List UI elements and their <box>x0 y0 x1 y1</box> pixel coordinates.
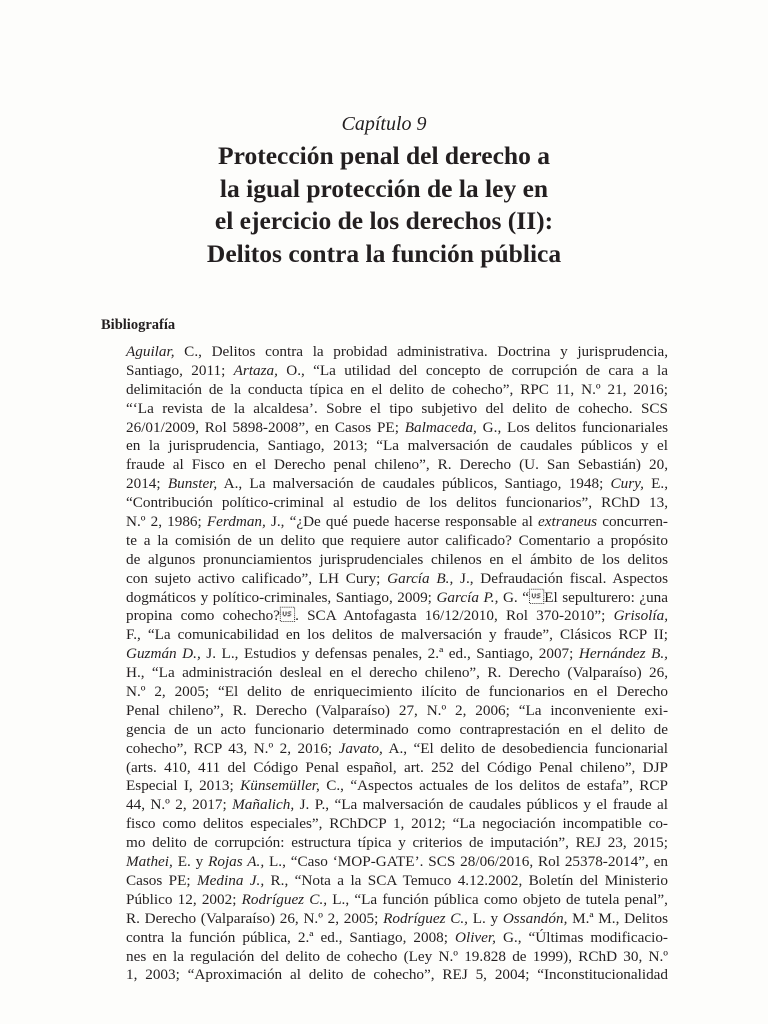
reference-text: C., “Aspectos actuales de los delitos de estafa”, RCP <box>319 777 668 795</box>
reference-text: fraude al Fisco en el Derecho penal chileno”, R. Derecho (U. San Sebastián) 20, <box>126 456 668 474</box>
author-name: Rodríguez C., <box>241 890 328 908</box>
author-name: Mathei, <box>126 853 173 871</box>
reference-text: con sujeto activo calificado”, LH Cury; <box>126 569 388 587</box>
reference-text: A., “El delito de desobediencia funcionarial <box>382 739 668 757</box>
chapter-title-line: el ejercicio de los derechos (II): <box>214 206 554 235</box>
bibliography-line <box>126 910 668 929</box>
reference-text: J. L., Estudios y defensas penales, 2.ª ed., Santiago, 2007; <box>200 645 579 663</box>
author-name: Ossandón, <box>502 909 568 927</box>
chapter-title-line: Delitos contra la función pública <box>206 238 562 268</box>
bibliography-line <box>126 532 668 551</box>
bibliography-line <box>126 551 668 570</box>
reference-text: L., “Caso ‘MOP-GATE’. SCS 28/06/2016, Rol 25378-2014”, en <box>264 853 668 871</box>
reference-text: L. y <box>467 909 503 927</box>
bibliography-line <box>126 381 668 400</box>
reference-text: J. P., “La malversación de caudales públicos y el fraude al <box>294 796 668 814</box>
author-name: Oliver, <box>455 928 496 946</box>
bibliography-line <box>126 513 668 532</box>
bibliography-line <box>126 777 668 796</box>
reference-text: J., “¿De qué puede hacerse responsable al <box>265 513 539 531</box>
author-name: Medina J., <box>197 871 265 889</box>
chapter-title <box>0 140 768 270</box>
section-heading-bibliography: Bibliografía <box>101 317 176 333</box>
bibliography-line <box>126 343 668 362</box>
reference-text: gencia de un acto funcionario determinado como contraprestación en el delito de <box>126 720 668 738</box>
bibliography-line <box>126 966 668 985</box>
author-name: extraneus <box>538 513 598 531</box>
reference-text: 44, N.º 2, 2017; <box>126 796 233 814</box>
author-name: García P., <box>436 588 499 606</box>
author-name: Rodríguez C., <box>383 909 468 927</box>
reference-text: fisco como delitos especiales”, RChDCP 1, 2012; “La negociación incompatible co- <box>126 815 668 833</box>
bibliography-line <box>126 645 668 664</box>
reference-text: (arts. 410, 411 del Código Penal español, art. 252 del Código Penal chileno”, DJP <box>126 758 668 776</box>
reference-text: R., “Nota a la SCA Temuco 4.12.2002, Boletín del Ministerio <box>264 871 668 889</box>
bibliography-line <box>126 419 668 438</box>
reference-text: de algunos pronunciamientos jurisprudenciales chilenos en el ámbito de los delitos <box>126 550 668 568</box>
reference-text: propina como cohecho? . SCA Antofagasta 16/12/2010, Rol 370-2010”; <box>126 607 614 625</box>
reference-text: H., “La administración desleal en el derecho chileno”, R. Derecho (Valparaíso) 26, <box>126 664 668 682</box>
author-name: Rojas A., <box>208 853 265 871</box>
author-name: Artaza, <box>233 361 278 379</box>
author-name: Ferdman, <box>206 513 266 531</box>
reference-text: Penal chileno”, R. Derecho (Valparaíso) 27, N.º 2, 2006; “La inconveniente exi- <box>126 701 668 719</box>
bibliography-line <box>126 589 668 608</box>
bibliography-line <box>126 891 668 910</box>
reference-text: N.º 2, 1986; <box>126 513 207 531</box>
author-name: Künsemüller, <box>240 777 320 795</box>
reference-text: L., “La función pública como objeto de tutela penal”, <box>327 890 668 908</box>
author-name: Hernández B., <box>578 645 668 663</box>
bibliography-line <box>126 759 668 778</box>
bibliography-line <box>126 834 668 853</box>
reference-text: Público 12, 2002; <box>126 890 242 908</box>
reference-text: “‘La revista de la alcaldesa’. Sobre el tipo subjetivo del delito de cohecho. SCS <box>126 399 668 417</box>
author-name: Guzmán D., <box>126 645 201 663</box>
reference-text: cohecho”, RCP 43, N.º 2, 2016; <box>126 739 339 757</box>
author-name: Grisolía, <box>613 607 668 625</box>
reference-text: Santiago, 2011; <box>126 361 234 379</box>
bibliography-line <box>126 475 668 494</box>
reference-text: J., Defraudación fiscal. Aspectos <box>453 569 668 587</box>
reference-text: F., “La comunicabilidad en los delitos de malversación y fraude”, Clásicos RCP II; <box>126 626 668 644</box>
reference-text: G., “Últimas modificacio- <box>495 928 668 946</box>
bibliography-line <box>126 400 668 419</box>
bibliography-text <box>126 343 668 985</box>
bibliography-line <box>126 437 668 456</box>
reference-text: Casos PE; <box>126 871 198 889</box>
bibliography-line <box>126 494 668 513</box>
reference-text: te a la comisión de un delito que requiere autor calificado? Comentario a propósito <box>126 531 668 549</box>
bibliography-line <box>126 853 668 872</box>
reference-text: “Contribución político-criminal al estudio de los delitos funcionarios”, RChD 13, <box>126 494 668 512</box>
bibliography-line <box>126 796 668 815</box>
reference-text: contra la función pública, 2.ª ed., Santiago, 2008; <box>126 928 456 946</box>
bibliography-line <box>126 570 668 589</box>
author-name: Aguilar, <box>126 343 175 360</box>
reference-text: C., Delitos contra la probidad administrativa. Doctrina y jurisprudencia, <box>174 343 668 360</box>
reference-text: 26/01/2009, Rol 5898-2008”, en Casos PE; <box>126 418 405 436</box>
reference-text: E. y <box>172 853 209 871</box>
chapter-title-line: la igual protección de la ley en <box>219 173 549 203</box>
author-name: García B., <box>387 569 454 587</box>
reference-text: concurren- <box>597 513 668 531</box>
author-name: Cury, <box>610 475 644 493</box>
bibliography-line <box>126 626 668 645</box>
reference-text: G. “ El sepulturero: ¿una <box>498 588 669 606</box>
author-name: Mañalich, <box>232 796 295 814</box>
reference-text: mo delito de corrupción: estructura típica y criterios de imputación”, REJ 23, 2015; <box>126 834 668 852</box>
bibliography-line <box>126 815 668 834</box>
bibliography-line <box>126 721 668 740</box>
bibliography-line <box>126 362 668 381</box>
bibliography-line <box>126 664 668 683</box>
chapter-label: Capítulo 9 <box>341 113 427 135</box>
reference-text: M.ª M., Delitos <box>567 909 668 927</box>
bibliography-line <box>126 872 668 891</box>
bibliography-line <box>126 929 668 948</box>
reference-text: G., Los delitos funcionariales <box>476 418 668 436</box>
bibliography-line <box>126 607 668 626</box>
bibliography-line <box>126 948 668 967</box>
bibliography-line <box>126 702 668 721</box>
reference-text: E., <box>643 475 668 493</box>
reference-text: nes en la regulación del delito de cohecho (Ley N.º 19.828 de 1999), RChD 30, N.º <box>126 947 668 965</box>
author-name: Balmaceda, <box>404 418 477 436</box>
reference-text: Especial I, 2013; <box>126 777 241 795</box>
bibliography-line <box>126 456 668 475</box>
bibliography-line <box>126 740 668 759</box>
reference-text: R. Derecho (Valparaíso) 26, N.º 2, 2005; <box>126 909 384 927</box>
reference-text: delimitación de la conducta típica en el delito de cohecho”, RPC 11, N.º 21, 2016; <box>126 380 668 398</box>
author-name: Javato, <box>338 739 383 757</box>
reference-text: N.º 2, 2005; “El delito de enriquecimiento ilícito de funcionarios en el Derecho <box>126 683 668 701</box>
reference-text: 2014; <box>126 475 168 493</box>
reference-text: 1, 2003; “Aproximación al delito de cohecho”, REJ 5, 2004; “Inconstitucionalidad <box>126 966 668 984</box>
reference-text: O., “La utilidad del concepto de corrupción de cara a la <box>277 361 668 379</box>
reference-text: A., La malversación de caudales públicos, Santiago, 1948; <box>217 475 611 493</box>
reference-text: en la jurisprudencia, Santiago, 2013; “La malversación de caudales públicos y el <box>126 437 668 455</box>
bibliography-line <box>126 683 668 702</box>
chapter-title-line: Protección penal del derecho a <box>218 141 550 170</box>
reference-text: dogmáticos y político-criminales, Santiago, 2009; <box>126 588 437 606</box>
author-name: Bunster, <box>167 475 218 493</box>
